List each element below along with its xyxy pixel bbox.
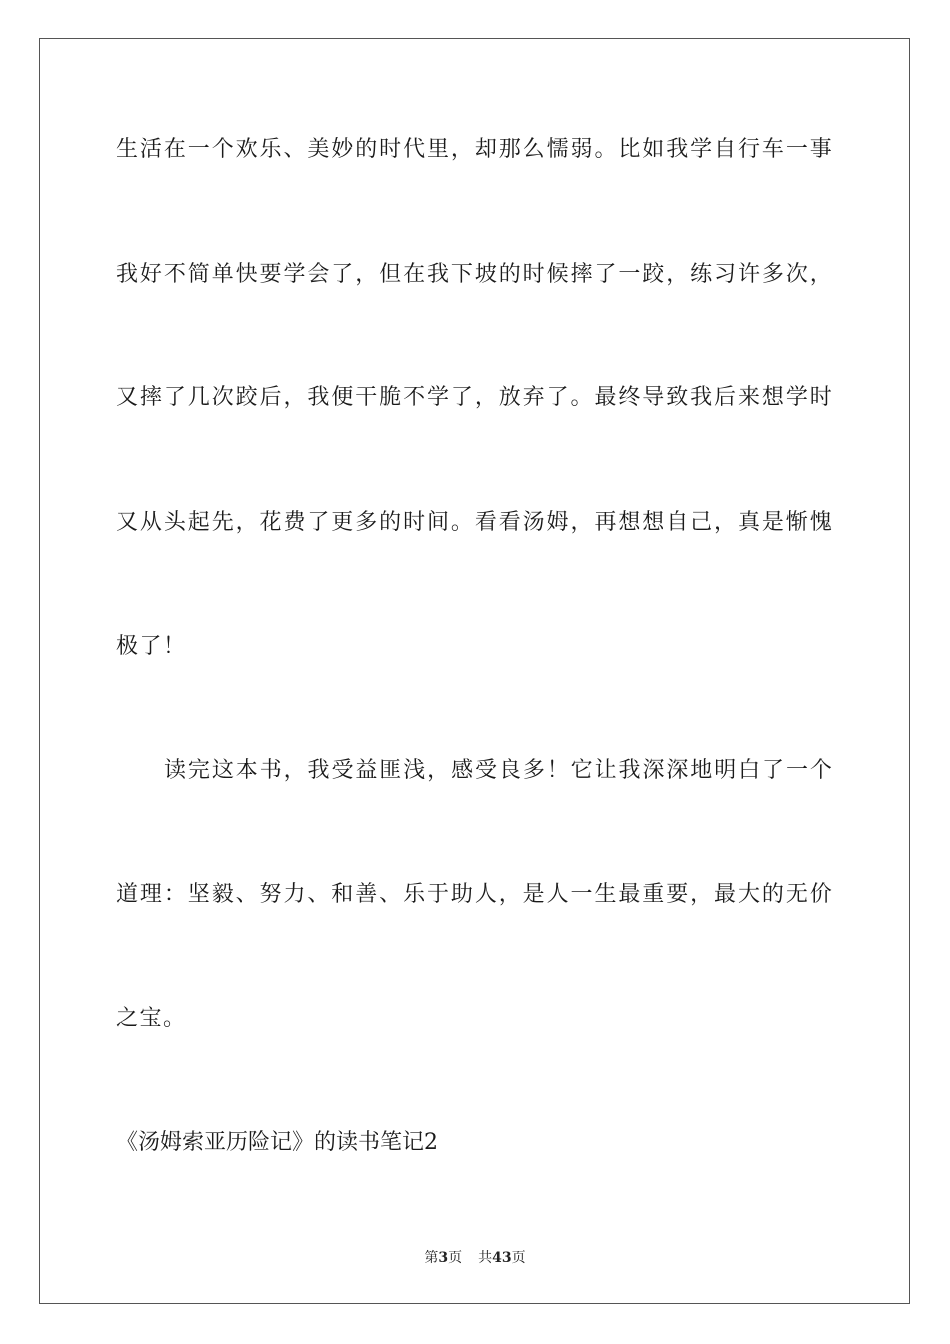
body-line-3: 又 摔 了 几 次 跤 后 ， 我 便 干 脆 不 学 了 ， 放 弃 了 。 最 终 导 致 我 后 来 想 学 时 [116,385,832,410]
body-line-6: 读 完 这 本 书 ， 我 受 益 匪 浅 ， 感 受 良 多 ！ 它 让 我 深 深 地 明 白 了 一 个 [164,758,832,783]
footer-total-suffix: 页 [511,1250,526,1266]
body-line-7: 道 理 ： 坚 毅 、 努 力 、 和 善 、 乐 于 助 人 ， 是 人 一 生 最 重 要 ， 最 大 的 无 价 [116,882,832,907]
body-line-4: 又 从 头 起 先 ， 花 费 了 更 多 的 时 间 。 看 看 汤 姆 ， 再 想 想 自 己 ， 真 是 惭 愧 [116,510,832,535]
page-border [39,38,910,1304]
footer-page-suffix: 页 [448,1250,463,1266]
footer-total-pages: 43 [492,1250,512,1266]
footer-total-prefix: 共 [478,1250,493,1266]
body-line-8: 之宝。 [116,1006,187,1031]
section-heading: 《汤姆索亚历险记》的读书笔记2 [116,1130,438,1155]
footer-page-prefix: 第 [424,1250,439,1266]
footer-page-number: 3 [438,1250,449,1266]
body-line-5: 极了！ [116,634,187,659]
page-footer [0,1248,950,1268]
body-line-2: 我 好 不 简 单 快 要 学 会 了 ， 但 在 我 下 坡 的 时 候 摔 了 一 跤 ， 练 习 许 多 次 ， [116,262,832,287]
body-line-1: 生 活 在 一 个 欢 乐 、 美 妙 的 时 代 里 ， 却 那 么 懦 弱 。 比 如 我 学 自 行 车 一 事 [116,137,832,162]
